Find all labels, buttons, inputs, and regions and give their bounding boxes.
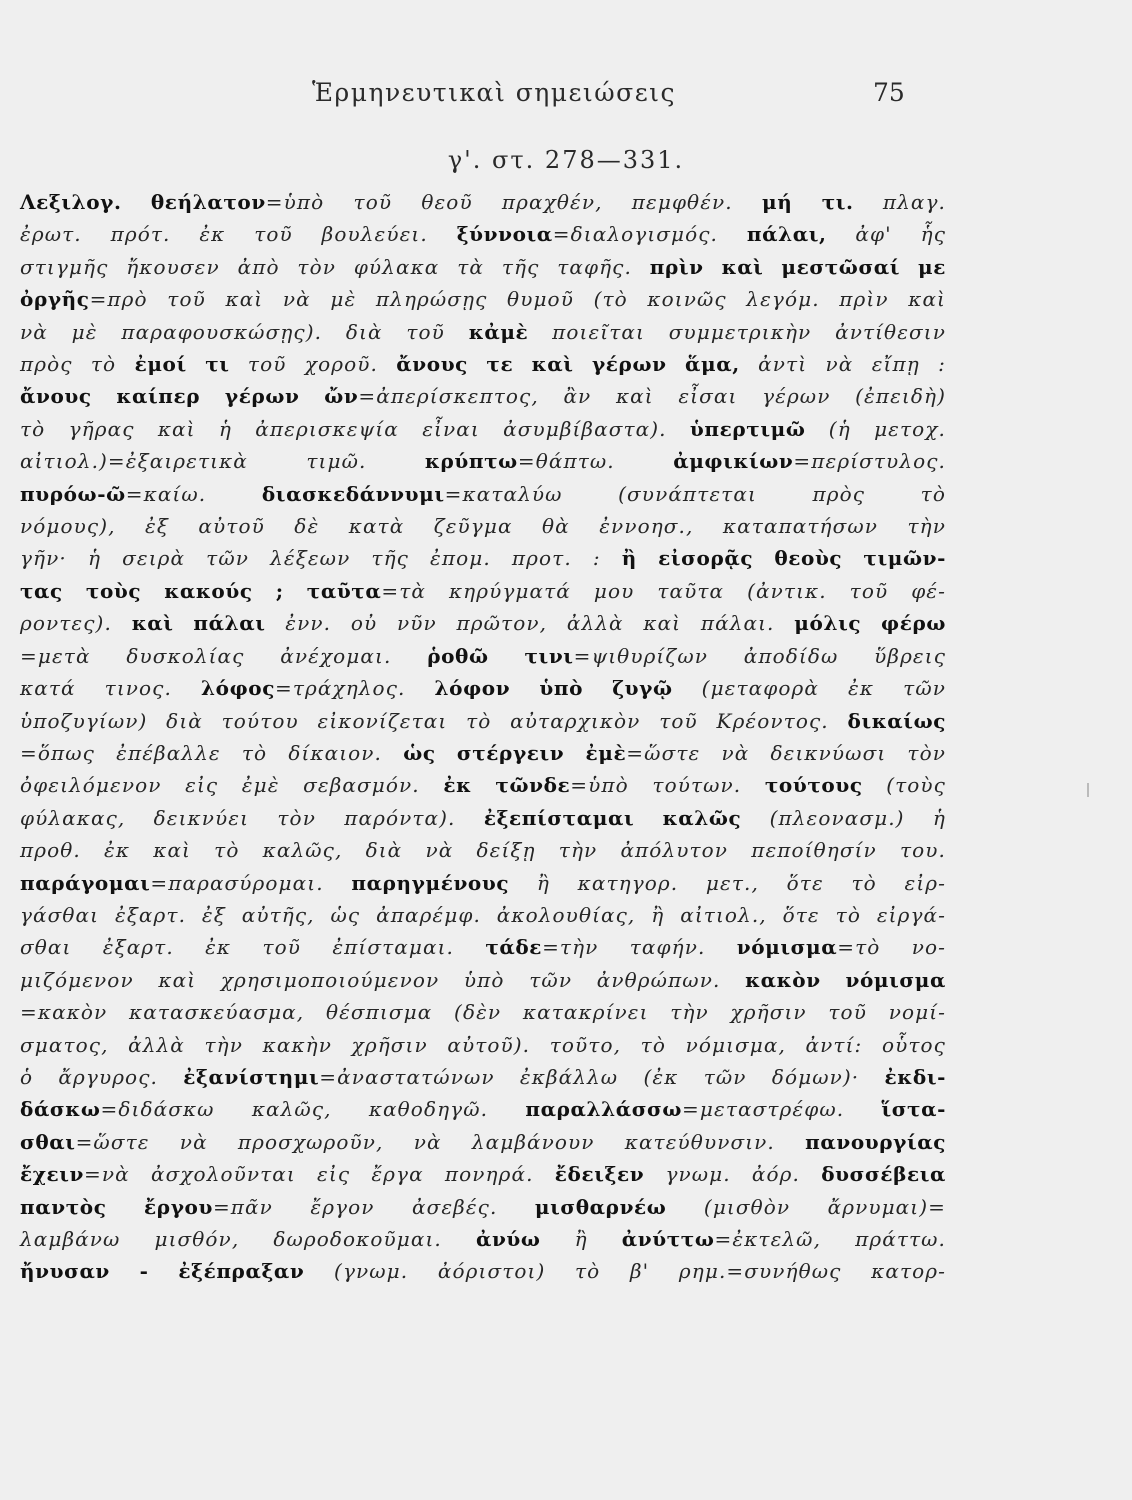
gloss-text: =μεταστρέφω.: [682, 1097, 882, 1122]
gloss-text: ἀντὶ νὰ εἴπῃ :: [739, 352, 947, 377]
text-line: [20, 283, 946, 315]
text-line: [20, 316, 946, 348]
text-line: [20, 672, 946, 704]
lemma-term: καὶ πάλαι: [131, 611, 266, 636]
text-line: [20, 1093, 946, 1125]
lemma-term: παραλλάσσω: [525, 1097, 683, 1122]
lemma-term: ἄνους τε καὶ γέρων ἅμα,: [396, 352, 740, 377]
glossary-body: [20, 186, 946, 1288]
gloss-text: τὸ γῆρας καὶ ἡ ἀπερισκεψία εἶναι ἀσυμβίβαστα).: [20, 416, 690, 441]
gloss-text: λαμβάνω μισθόν, δωροδοκοῦμαι.: [20, 1227, 476, 1251]
lemma-term: ἀνύω: [475, 1227, 541, 1251]
text-line: [20, 867, 946, 899]
gloss-text: =ὅπως ἐπέβαλλε τὸ δίκαιον.: [20, 740, 404, 765]
text-line: [20, 413, 946, 445]
text-line: [20, 996, 946, 1028]
lemma-term: παντὸς ἔργου: [20, 1194, 213, 1219]
text-line: [20, 1158, 946, 1190]
lemma-term: ἐκδι-: [884, 1064, 946, 1089]
lemma-term: ἄνους καίπερ γέρων ὤν: [20, 384, 359, 409]
text-line: [20, 218, 946, 250]
lemma-term: ἀμφικίων: [673, 449, 794, 474]
lemma-term: μόλις φέρω: [794, 611, 947, 636]
lemma-term: ἢ εἰσορᾷς θεοὺς τιμῶν-: [621, 546, 946, 571]
text-line: [20, 899, 946, 931]
gloss-text: =παρασύρομαι.: [150, 870, 352, 895]
text-line: [20, 445, 946, 477]
gloss-text: =μετὰ δυσκολίας ἀνέχομαι.: [20, 643, 428, 668]
text-line: [20, 737, 946, 769]
text-line: [20, 640, 946, 672]
gloss-text: γάσθαι ἐξαρτ. ἐξ αὐτῆς, ὡς ἀπαρέμφ. ἀκολουθίας, ἢ αἰτιολ., ὅτε τὸ εἰργά-: [20, 902, 946, 927]
gloss-text: ὑποζυγίων) διὰ τούτου εἰκονίζεται τὸ αὐταρχικὸν τοῦ Κρέοντος.: [20, 708, 848, 733]
lemma-term: δικαίως: [847, 708, 946, 733]
gloss-text: =ὥστε νὰ προσχωροῦν, νὰ λαμβάνουν κατεύθυνσιν.: [75, 1129, 806, 1154]
gloss-text: =πᾶν ἔργον ἀσεβές.: [212, 1194, 535, 1219]
lemma-term: ὀργῆς: [20, 287, 90, 312]
text-line: [20, 1061, 946, 1093]
gloss-text: =ἀπερίσκεπτος, ἂν καὶ εἶσαι γέρων (ἐπειδὴ): [358, 384, 946, 409]
lemma-term: πυρόω-ῶ: [20, 481, 126, 506]
text-line: [20, 1223, 946, 1255]
text-line: [20, 1255, 946, 1287]
text-line: [20, 705, 946, 737]
gloss-text: ἢ κατηγορ. μετ., ὅτε τὸ εἰρ-: [509, 870, 946, 895]
gloss-text: νόμους), ἐξ αὐτοῦ δὲ κατὰ ζεῦγμα θὰ ἐννοησ., καταπατήσων τὴν: [20, 514, 946, 539]
gloss-text: (γνωμ. ἀόριστοι) τὸ β' ρημ.=συνήθως κατορ-: [304, 1259, 946, 1284]
page-number: 75: [873, 78, 905, 107]
lemma-term: Λεξιλογ. θεήλατον: [20, 190, 266, 214]
gloss-text: ἀφ' ἧς: [826, 222, 946, 247]
gloss-text: =ἀναστατώνων ἐκβάλλω (ἐκ τῶν δόμων)·: [319, 1064, 885, 1089]
gloss-text: =νὰ ἀσχολοῦνται εἰς ἔργα πονηρά.: [84, 1162, 555, 1187]
gloss-text: τοῦ χοροῦ.: [229, 352, 397, 377]
lemma-term: ὡς στέργειν ἐμὲ: [403, 740, 627, 765]
gloss-text: προθ. ἐκ καὶ τὸ καλῶς, διὰ νὰ δείξῃ τὴν ἀπόλυτον πεποίθησίν του.: [20, 838, 946, 863]
gloss-text: ὀφειλόμενον εἰς ἐμὲ σεβασμόν.: [20, 773, 444, 798]
lemma-term: παρηγμένους: [351, 870, 510, 895]
gloss-text: (ἡ μετοχ.: [805, 416, 947, 441]
gloss-text: κατά τινος.: [20, 676, 201, 701]
text-line: [20, 380, 946, 412]
text-line: [20, 1126, 946, 1158]
margin-mark: [1087, 783, 1089, 797]
gloss-text: ἢ: [540, 1227, 622, 1251]
gloss-text: =καίω.: [125, 481, 262, 506]
text-line: [20, 964, 946, 996]
lemma-term: τούτους: [764, 773, 863, 798]
gloss-text: πρὸς τὸ: [20, 352, 135, 377]
lemma-term: ἐκ τῶνδε: [443, 773, 571, 798]
gloss-text: ἐνν. οὐ νῦν πρῶτον, ἀλλὰ καὶ πάλαι.: [265, 611, 795, 636]
lemma-term: κἀμὲ: [468, 319, 529, 344]
lemma-term: διασκεδάννυμι: [261, 481, 445, 506]
gloss-text: =ὑπὸ τούτων.: [570, 773, 765, 798]
gloss-text: σματος, ἀλλὰ τὴν κακὴν χρῆσιν αὐτοῦ). τοῦτο, τὸ νόμισμα, ἀντί: οὗτος: [20, 1032, 946, 1057]
gloss-text: =θάπτω.: [517, 449, 674, 474]
running-title: Ἑρμηνευτικαὶ σημειώσεις: [312, 78, 676, 107]
gloss-text: (πλεονασμ.) ἡ: [741, 805, 946, 830]
text-line: [20, 1029, 946, 1061]
lemma-term: σθαι: [20, 1129, 76, 1154]
gloss-text: (μισθὸν ἄρνυμαι)=: [666, 1194, 946, 1219]
text-line: [20, 510, 946, 542]
lemma-term: ἐξεπίσταμαι καλῶς: [483, 805, 742, 830]
lemma-term: ἤνυσαν - ἐξέπραξαν: [20, 1259, 305, 1284]
gloss-text: =περίστυλος.: [793, 449, 946, 474]
text-line: [20, 769, 946, 801]
gloss-text: =τὸ νο-: [837, 935, 946, 960]
text-line: [20, 186, 946, 218]
lemma-term: τάδε: [485, 935, 543, 960]
gloss-text: =κακὸν κατασκεύασμα, θέσπισμα (δὲν κατακρίνει τὴν χρῆσιν τοῦ νομί-: [20, 1000, 946, 1025]
gloss-text: φύλακας, δεικνύει τὸν παρόντα).: [20, 805, 484, 830]
gloss-text: =ψιθυρίζων ἀποδίδω ὕβρεις: [573, 643, 947, 668]
gloss-text: =καταλύω (συνάπτεται πρὸς τὸ: [444, 481, 946, 506]
lemma-term: πάλαι,: [746, 222, 827, 247]
lemma-term: τας τοὺς κακούς ; ταῦτα: [20, 578, 382, 603]
gloss-text: γῆν· ἡ σειρὰ τῶν λέξεων τῆς ἐπομ. προτ. :: [20, 546, 622, 571]
gloss-text: =ὑπὸ τοῦ θεοῦ πραχθέν, πεμφθέν.: [265, 190, 762, 214]
lemma-term: ῥοθῶ τινι: [427, 643, 574, 668]
gloss-text: =διδάσκω καλῶς, καθοδηγῶ.: [100, 1097, 526, 1122]
gloss-text: ροντες).: [20, 611, 132, 636]
text-line: [20, 1191, 946, 1223]
gloss-text: πλαγ.: [853, 190, 946, 214]
lemma-term: μισθαρνέω: [534, 1194, 667, 1219]
text-line: [20, 542, 946, 574]
gloss-text: =πρὸ τοῦ καὶ νὰ μὲ πληρώσῃς θυμοῦ (τὸ κοινῶς λεγόμ. πρὶν καὶ: [89, 287, 946, 312]
text-line: [20, 575, 946, 607]
lemma-term: παράγομαι: [20, 870, 151, 895]
gloss-text: αἰτιολ.)=ἐξαιρετικὰ τιμῶ.: [20, 449, 425, 474]
lemma-term: λόφον ὑπὸ ζυγῷ: [434, 676, 673, 701]
gloss-text: στιγμῆς ἤκουσεν ἀπὸ τὸν φύλακα τὰ τῆς ταφῆς.: [20, 254, 650, 279]
text-line: [20, 607, 946, 639]
gloss-text: γνωμ. ἀόρ.: [644, 1162, 822, 1187]
gloss-text: σθαι ἐξαρτ. ἐκ τοῦ ἐπίσταμαι.: [20, 935, 486, 960]
page-header: [0, 78, 1132, 118]
gloss-text: =ἐκτελῶ, πράττω.: [714, 1227, 947, 1251]
lemma-term: δυσσέβεια: [821, 1162, 946, 1187]
gloss-text: ποιεῖται συμμετρικὴν ἀντίθεσιν: [528, 319, 946, 344]
gloss-text: μιζόμενον καὶ χρησιμοποιούμενον ὑπὸ τῶν ἀνθρώπων.: [20, 967, 746, 992]
lemma-term: νόμισμα: [736, 935, 838, 960]
text-line: [20, 251, 946, 283]
section-heading: γ'. στ. 278—331.: [447, 146, 685, 174]
lemma-term: ἐμοί τι: [134, 352, 230, 377]
lemma-term: ἀνύττω: [621, 1227, 715, 1251]
text-line: [20, 802, 946, 834]
text-line: [20, 348, 946, 380]
gloss-text: =ὥστε νὰ δεικνύωσι τὸν: [626, 740, 946, 765]
lemma-term: μή τι.: [761, 190, 854, 214]
text-line: [20, 931, 946, 963]
gloss-text: (μεταφορὰ ἐκ τῶν: [672, 676, 946, 701]
lemma-term: ὑπερτιμῶ: [689, 416, 806, 441]
gloss-text: ὁ ἄργυρος.: [20, 1064, 184, 1089]
lemma-term: ἵστα-: [881, 1097, 947, 1122]
text-line: [20, 834, 946, 866]
text-line: [20, 478, 946, 510]
lemma-term: ἐξανίστημι: [183, 1064, 320, 1089]
lemma-term: λόφος: [201, 676, 275, 701]
gloss-text: =τὰ κηρύγματά μου ταῦτα (ἀντικ. τοῦ φέ-: [381, 578, 946, 603]
lemma-term: ἔδειξεν: [554, 1162, 645, 1187]
gloss-text: =διαλογισμός.: [552, 222, 747, 247]
lemma-term: ἔχειν: [20, 1162, 85, 1187]
lemma-term: κακὸν νόμισμα: [745, 967, 946, 992]
gloss-text: νὰ μὲ παραφουσκώσῃς). διὰ τοῦ: [20, 319, 469, 344]
lemma-term: κρύπτω: [424, 449, 518, 474]
gloss-text: ἐρωτ. πρότ. ἐκ τοῦ βουλεύει.: [20, 222, 457, 247]
gloss-text: =τράχηλος.: [274, 676, 435, 701]
gloss-text: =τὴν ταφήν.: [542, 935, 737, 960]
gloss-text: (τοὺς: [862, 773, 946, 798]
lemma-term: πανουργίας: [805, 1129, 946, 1154]
lemma-term: πρὶν καὶ μεστῶσαί με: [649, 254, 946, 279]
lemma-term: δάσκω: [20, 1097, 101, 1122]
lemma-term: ξύννοια: [456, 222, 553, 247]
